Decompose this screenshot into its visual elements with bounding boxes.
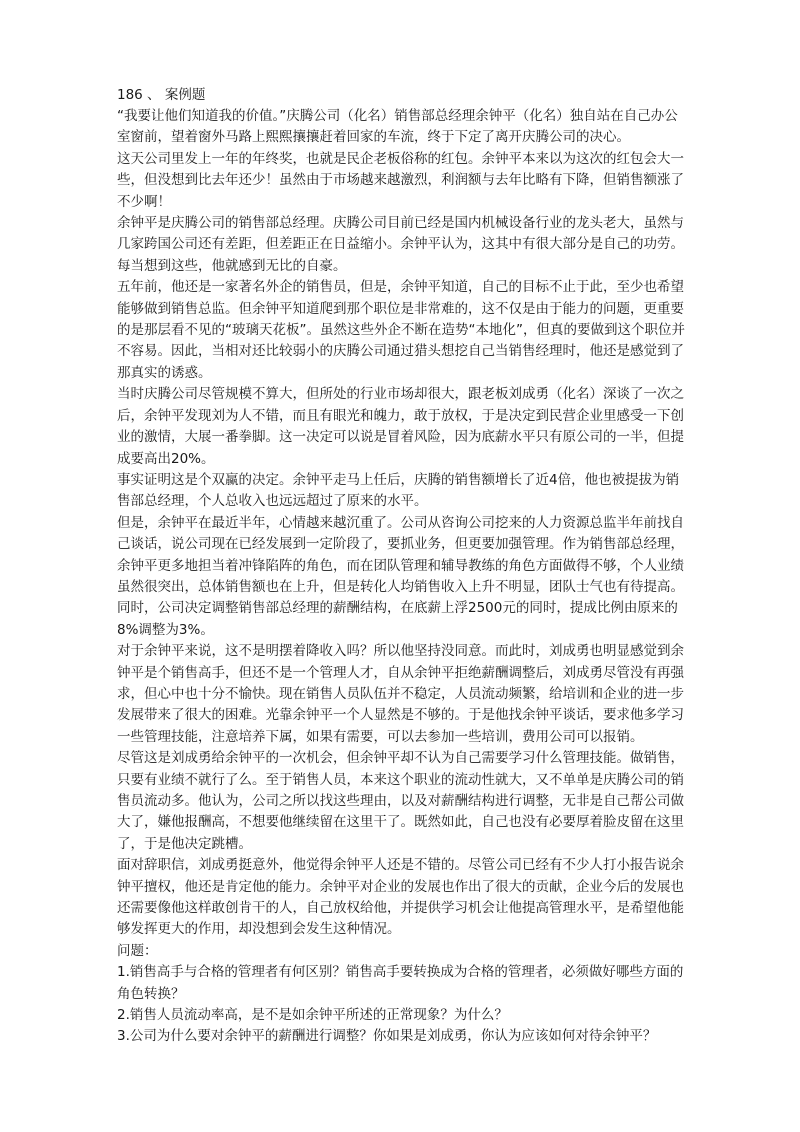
paragraph-resignation: 面对辞职信，刘成勇挺意外，他觉得余钟平人还是不错的。尽管公司已经有不少人打小报告说余钟平擅权，他还是肯定他的能力。余钟平对企业的发展也作出了很大的贡献，企业今后的发展也还需要像他这样敢创肯干的人，自己放权给他，并提供学习机会让他提高管理水平，是希望他能够发挥更大的作用，却没想到会发生这种情况。 <box>117 857 684 938</box>
paragraph-disagreement: 对于余钟平来说，这不是明摆着降收入吗？所以他坚持没同意。而此时，刘成勇也明显感觉到余钟平是个销售高手，但还不是一个管理人才，自从余钟平拒绝薪酬调整后，刘成勇尽管没有再强求，但心中也十分不愉快。现在销售人员队伍并不稳定，人员流动频繁，给培训和企业的进一步发展带来了很大的困难。光靠余钟平一个人显然是不够的。于是他找余钟平谈话，要求他多学习一些管理技能，注意培养下属，如果有需要，可以去参加一些培训，费用公司可以报销。 <box>117 643 684 745</box>
paragraph-bonus: 这天公司里发上一年的年终奖，也就是民企老板俗称的红包。余钟平本来以为这次的红包会大一些，但没想到比去年还少！虽然由于市场越来越激烈，利润额与去年比略有下降，但销售额涨了不少啊！ <box>117 150 684 210</box>
paragraph-salary-change: 同时，公司决定调整销售部总经理的薪酬结构，在底薪上浮2500元的同时，提成比例由原来的8%调整为3%。 <box>117 600 678 638</box>
question-3: 3.公司为什么要对余钟平的薪酬进行调整？你如果是刘成勇，你认为应该如何对待余钟平？ <box>117 1028 657 1045</box>
question-1: 1.销售高手与合格的管理者有何区别？销售高手要转换成为合格的管理者，必须做好哪些方面的角色转换？ <box>117 964 684 1002</box>
paragraph-decision: 尽管这是刘成勇给余钟平的一次机会，但余钟平却不认为自己需要学习什么管理技能。做销售，只要有业绩不就行了么。至于销售人员，本来这个职业的流动性就大，又不单单是庆腾公司的销售员流动多。他认为，公司之所以找这些理由，以及对薪酬结构进行调整，无非是自己帮公司做大了，嫌他报酬高，不想要他继续留在这里干了。既然如此，自己也没有必要厚着脸皮留在这里了，于是他决定跳槽。 <box>117 750 684 852</box>
paragraph-joining: 当时庆腾公司尽管规模不算大，但所处的行业市场却很大，跟老板刘成勇（化名）深谈了一次之后，余钟平发现刘为人不错，而且有眼光和魄力，敢于放权，于是决定到民营企业里感受一下创业的激情，大展一番拳脚。这一决定可以说是冒着风险，因为底薪水平只有原公司的一半，但提成要高出20%。 <box>117 386 684 467</box>
paragraph-concern: 但是，余钟平在最近半年，心情越来越沉重了。公司从咨询公司挖来的人力资源总监半年前找自己谈话，说公司现在已经发展到一定阶段了，要抓业务，但更要加强管理。作为销售部总经理，余钟平更多地担当着冲锋陷阵的角色，而在团队管理和辅导教练的角色方面做得不够，个人业绩虽然很突出，总体销售额也在上升，但是转化人均销售收入上升不明显，团队士气也有待提高。 <box>117 514 684 595</box>
paragraph-intro: “我要让他们知道我的价值。”庆腾公司（化名）销售部总经理余钟平（化名）独自站在自己办公室窗前，望着窗外马路上熙熙攘攘赶着回家的车流，终于下定了离开庆腾公司的决心。 <box>117 108 678 146</box>
question-2: 2.销售人员流动率高，是不是如余钟平所述的正常现象？为什么？ <box>117 1007 508 1024</box>
case-heading: 186 、 案例题 <box>117 87 206 103</box>
paragraph-history: 五年前，他还是一家著名外企的销售员，但是，余钟平知道，自己的目标不止于此，至少也希望能够做到销售总监。但余钟平知道爬到那个职位是非常难的，这不仅是由于能力的问题，更重要的是那层看不见的“玻璃天花板”。虽然这些外企不断在造势“本地化”，但真的要做到这个职位并不容易。因此，当相对还比较弱小的庆腾公司通过猎头想挖自己当销售经理时，他还是感觉到了那真实的诱惑。 <box>117 279 685 381</box>
paragraph-role: 余钟平是庆腾公司的销售部总经理。庆腾公司目前已经是国内机械设备行业的龙头老大，虽然与几家跨国公司还有差距，但差距正在日益缩小。余钟平认为，这其中有很大部分是自己的功劳。每当想到这些，他就感到无比的自豪。 <box>117 215 684 274</box>
paragraph-success: 事实证明这是个双赢的决定。余钟平走马上任后，庆腾的销售额增长了近4倍，他也被提拔为销售部总经理，个人总收入也远远超过了原来的水平。 <box>117 471 680 510</box>
questions-heading: 问题： <box>117 942 158 959</box>
document-page <box>117 84 687 1048</box>
